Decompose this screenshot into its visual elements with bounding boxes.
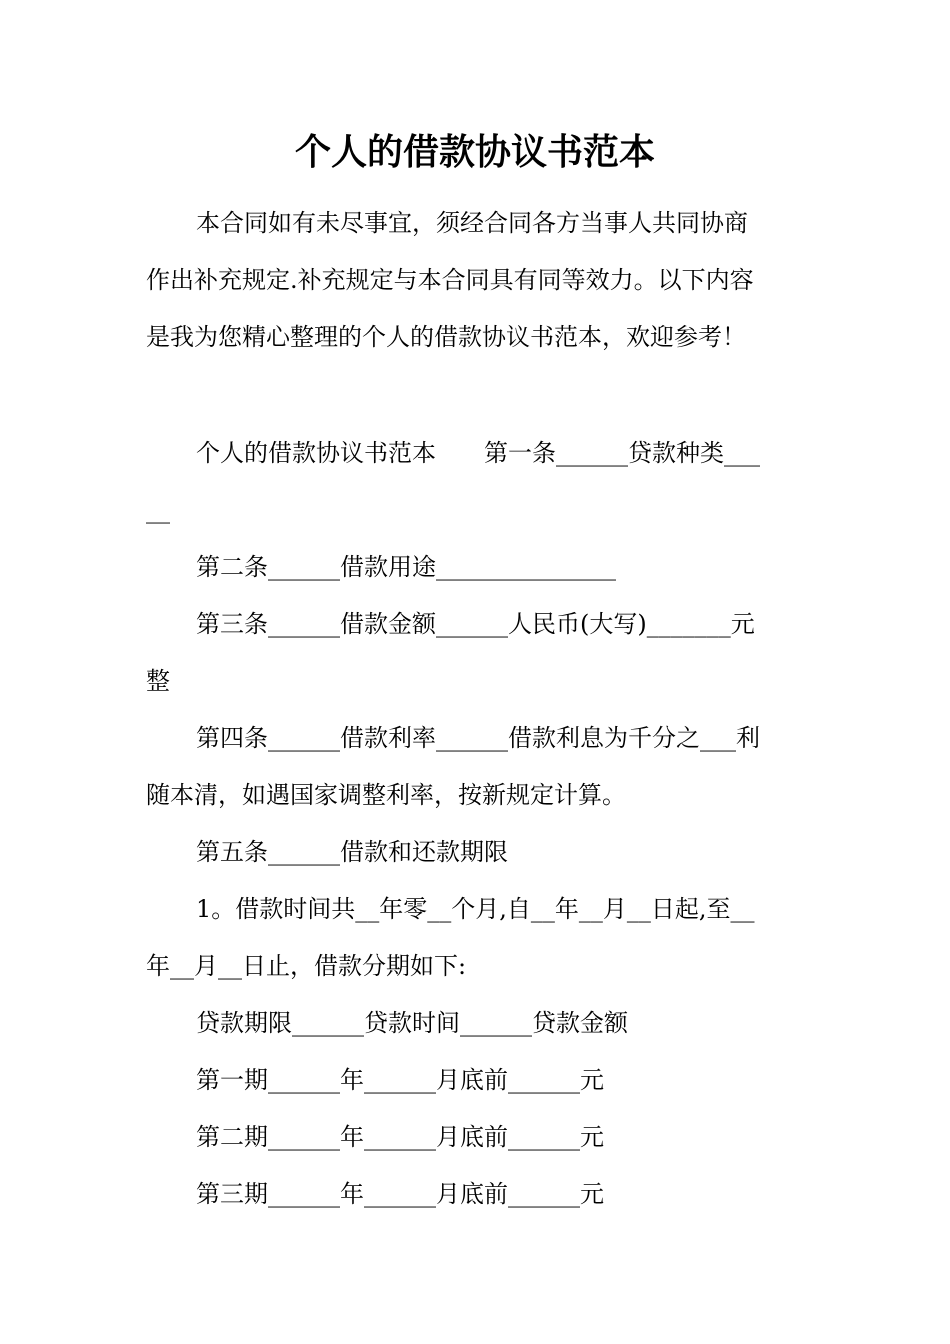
article-1-continuation: __ bbox=[146, 496, 170, 524]
installment-row: 第三期______年______月底前______元 bbox=[196, 1180, 604, 1208]
article-4-continuation: 随本清，如遇国家调整利率，按新规定计算。 bbox=[146, 781, 626, 809]
intro-line: 本合同如有未尽事宜，须经合同各方当事人共同协商 bbox=[196, 209, 748, 237]
loan-term-line: 1。借款时间共__年零__个月,自__年__月__日起,至__ bbox=[196, 895, 755, 923]
installment-row: 第二期______年______月底前______元 bbox=[196, 1123, 604, 1151]
article-3-line: 第三条______借款金额______人民币(大写)_______元 bbox=[196, 610, 755, 638]
article-2-line: 第二条______借款用途_______________ bbox=[196, 553, 616, 581]
article-5-line: 第五条______借款和还款期限 bbox=[196, 838, 508, 866]
article-3-continuation: 整 bbox=[146, 667, 170, 695]
loan-term-continuation: 年__月__日止，借款分期如下: bbox=[146, 952, 467, 980]
article-4-line: 第四条______借款利率______借款利息为千分之___利 bbox=[196, 724, 760, 752]
article-1-line: 个人的借款协议书范本 第一条______贷款种类___ bbox=[196, 439, 760, 467]
intro-line: 是我为您精心整理的个人的借款协议书范本，欢迎参考！ bbox=[146, 323, 746, 351]
installment-header: 贷款期限______贷款时间______贷款金额 bbox=[196, 1009, 628, 1037]
document-title: 个人的借款协议书范本 bbox=[294, 131, 655, 173]
intro-line: 作出补充规定.补充规定与本合同具有同等效力。以下内容 bbox=[146, 266, 754, 294]
installment-row: 第一期______年______月底前______元 bbox=[196, 1066, 604, 1094]
